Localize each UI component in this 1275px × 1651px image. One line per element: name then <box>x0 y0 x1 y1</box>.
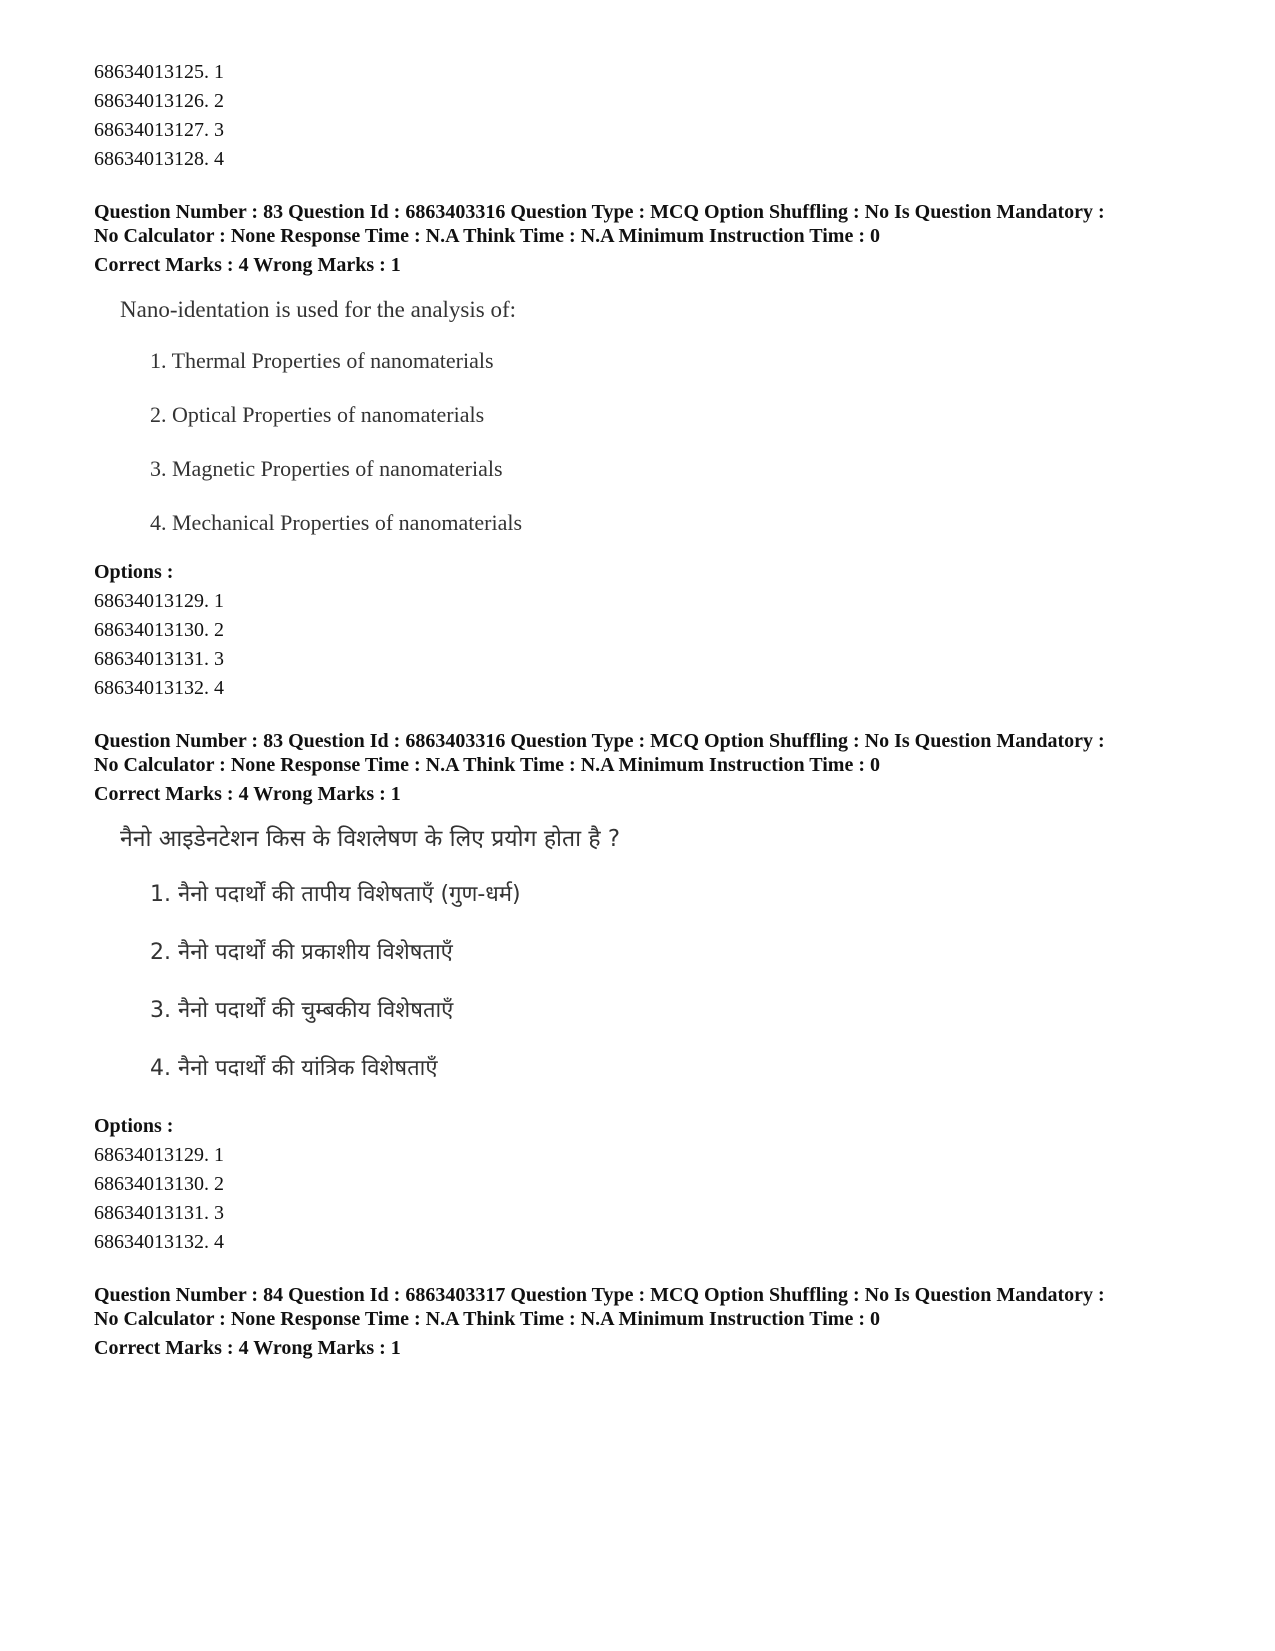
question-choice: 3. नैनो पदार्थों की चुम्बकीय विशेषताएँ <box>150 998 454 1023</box>
question-marks: Correct Marks : 4 Wrong Marks : 1 <box>94 254 401 276</box>
option-line: 68634013131. 3 <box>94 1202 224 1224</box>
question-meta-line: No Calculator : None Response Time : N.A Think Time : N.A Minimum Instruction Time : 0 <box>94 225 880 247</box>
question-marks: Correct Marks : 4 Wrong Marks : 1 <box>94 783 401 805</box>
question-choice: 1. Thermal Properties of nanomaterials <box>150 348 494 373</box>
option-line: 68634013128. 4 <box>94 148 224 170</box>
options-list <box>94 1141 1194 1257</box>
question-choice: 4. नैनो पदार्थों की यांत्रिक विशेषताएँ <box>150 1056 438 1081</box>
question-stem: नैनो आइडेनटेशन किस के विशलेषण के लिए प्रयोग होता है ? <box>120 826 621 852</box>
options-label: Options : <box>94 561 174 583</box>
options-list <box>94 587 1194 703</box>
option-line: 68634013130. 2 <box>94 1173 224 1195</box>
option-line: 68634013129. 1 <box>94 1144 224 1166</box>
question-meta <box>94 1283 1194 1331</box>
option-line: 68634013126. 2 <box>94 90 224 112</box>
question-block-84 <box>94 1283 1194 1360</box>
option-line: 68634013132. 4 <box>94 1231 224 1253</box>
question-stem: Nano-identation is used for the analysis of: <box>120 297 517 322</box>
question-choice: 2. Optical Properties of nanomaterials <box>150 402 485 427</box>
options-label: Options : <box>94 1115 174 1137</box>
question-meta <box>94 729 1194 777</box>
document-page <box>94 58 1194 1360</box>
previous-options-list <box>94 58 1194 174</box>
question-marks: Correct Marks : 4 Wrong Marks : 1 <box>94 1337 401 1359</box>
option-line: 68634013129. 1 <box>94 590 224 612</box>
option-line: 68634013131. 3 <box>94 648 224 670</box>
question-meta <box>94 200 1194 248</box>
option-line: 68634013125. 1 <box>94 61 224 83</box>
question-content <box>120 295 1194 538</box>
option-line: 68634013130. 2 <box>94 619 224 641</box>
option-line: 68634013132. 4 <box>94 677 224 699</box>
question-meta-line: Question Number : 83 Question Id : 6863403316 Question Type : MCQ Option Shuffling : No Is Question Mandatory : <box>94 730 1105 752</box>
question-meta-line: No Calculator : None Response Time : N.A Think Time : N.A Minimum Instruction Time : 0 <box>94 1308 880 1330</box>
option-line: 68634013127. 3 <box>94 119 224 141</box>
question-choice: 1. नैनो पदार्थों की तापीय विशेषताएँ (गुण-धर्म) <box>150 882 521 907</box>
question-choice: 4. Mechanical Properties of nanomaterials <box>150 510 523 535</box>
question-meta-line: Question Number : 83 Question Id : 6863403316 Question Type : MCQ Option Shuffling : No Is Question Mandatory : <box>94 201 1105 223</box>
question-block-83-english <box>94 200 1194 703</box>
question-choice: 2. नैनो पदार्थों की प्रकाशीय विशेषताएँ <box>150 940 453 965</box>
question-meta-line: Question Number : 84 Question Id : 6863403317 Question Type : MCQ Option Shuffling : No Is Question Mandatory : <box>94 1284 1105 1306</box>
question-block-83-hindi <box>94 729 1194 1257</box>
question-content <box>120 824 1194 1084</box>
question-meta-line: No Calculator : None Response Time : N.A Think Time : N.A Minimum Instruction Time : 0 <box>94 754 880 776</box>
question-choice: 3. Magnetic Properties of nanomaterials <box>150 456 503 481</box>
